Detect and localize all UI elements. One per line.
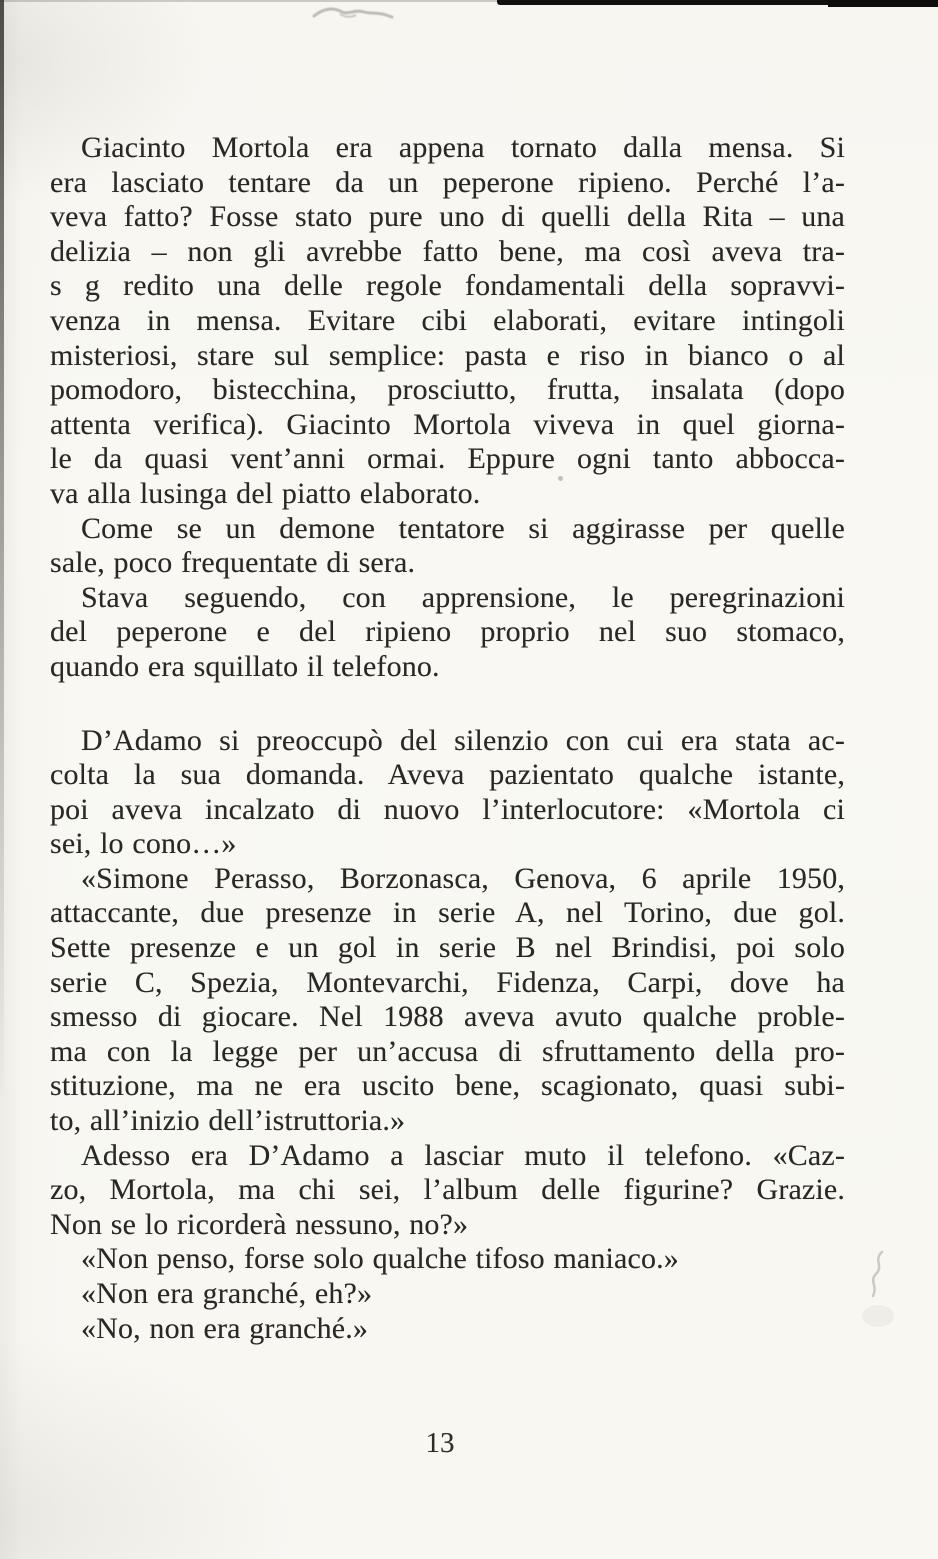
paragraph <box>50 1277 845 1312</box>
text-line: D’Adamo si preoccupò del silenzio con cui era stata ac- <box>81 723 845 757</box>
text-line: era lasciato tentare da un peperone ripieno. Perché l’a- <box>50 165 845 199</box>
text-line: «Simone Perasso, Borzonasca, Genova, 6 aprile 1950, <box>81 861 845 895</box>
text-line: del peperone e del ripieno proprio nel suo stomaco, <box>50 615 845 649</box>
text-line: stituzione, ma ne era uscito bene, scagionato, quasi subi- <box>50 1069 845 1103</box>
paragraph <box>50 724 845 862</box>
pencil-smudge-top <box>310 2 402 24</box>
paragraph <box>50 1242 845 1277</box>
paragraph <box>50 1139 845 1243</box>
text-line: Giacinto Mortola era appena tornato dalla mensa. Si <box>81 131 845 164</box>
scanner-edge-left <box>0 0 4 1100</box>
text-line: Adesso era D’Adamo a lasciar muto il telefono. «Caz- <box>81 1138 845 1172</box>
text-line: ma con la legge per un’accusa di sfruttamento della pro- <box>50 1034 845 1068</box>
text-line: misteriosi, stare sul semplice: pasta e riso in bianco o al <box>50 338 845 372</box>
paragraph <box>50 131 845 512</box>
body-text <box>50 131 845 1346</box>
text-line: «Non era granché, eh?» <box>81 1277 373 1310</box>
text-line: sei, lo cono…» <box>50 827 237 861</box>
text-line: sale, poco frequentate di sera. <box>50 546 416 580</box>
paragraph <box>50 581 845 685</box>
scanner-edge-top-right <box>828 0 938 7</box>
paragraph <box>50 512 845 581</box>
text-line: «Non penso, forse solo qualche tifoso maniaco.» <box>81 1242 679 1276</box>
text-line: quando era squillato il telefono. <box>50 649 440 683</box>
text-line: Come se un demone tentatore si aggirasse per quelle <box>81 511 845 545</box>
text-line: to, all’inizio dell’istruttoria.» <box>50 1104 406 1138</box>
text-line: Sette presenze e un gol in serie B nel Brindisi, poi solo <box>50 931 845 965</box>
page-number: 13 <box>425 1427 455 1459</box>
text-line: poi aveva incalzato di nuovo l’interlocutore: «Mortola ci <box>50 792 845 826</box>
text-line: le da quasi vent’anni ormai. Eppure ogni tanto abbocca- <box>50 442 845 476</box>
text-line: Non se lo ricorderà nessuno, no?» <box>50 1207 469 1241</box>
text-line: Stava seguendo, con apprensione, le peregrinazioni <box>81 580 845 614</box>
paragraph <box>50 862 845 1139</box>
text-line: s g redito una delle regole fondamentali della sopravvi- <box>50 269 845 303</box>
text-line: delizia – non gli avrebbe fatto bene, ma così aveva tra- <box>50 234 845 268</box>
text-line: veva fatto? Fosse stato pure uno di quelli della Rita – una <box>50 200 845 234</box>
paragraph <box>50 1312 845 1347</box>
text-line: attenta verifica). Giacinto Mortola viveva in quel giorna- <box>50 407 845 441</box>
text-line: colta la sua domanda. Aveva pazientato qualche istante, <box>50 758 845 792</box>
text-line: attaccante, due presenze in serie A, nel Torino, due gol. <box>50 896 845 930</box>
text-line: serie C, Spezia, Montevarchi, Fidenza, Carpi, dove ha <box>50 965 845 999</box>
text-line: «No, non era granché.» <box>81 1311 369 1345</box>
text-line: venza in mensa. Evitare cibi elaborati, evitare intingoli <box>50 303 845 337</box>
text-line: zo, Mortola, ma chi sei, l’album delle figurine? Grazie. <box>50 1173 845 1207</box>
text-line: smesso di giocare. Nel 1988 aveva avuto qualche proble- <box>50 1000 845 1034</box>
pencil-mark-right-margin <box>858 1246 902 1342</box>
text-line: va alla lusinga del piatto elaborato. <box>50 476 481 510</box>
text-line: pomodoro, bistecchina, prosciutto, frutta, insalata (dopo <box>50 373 845 407</box>
